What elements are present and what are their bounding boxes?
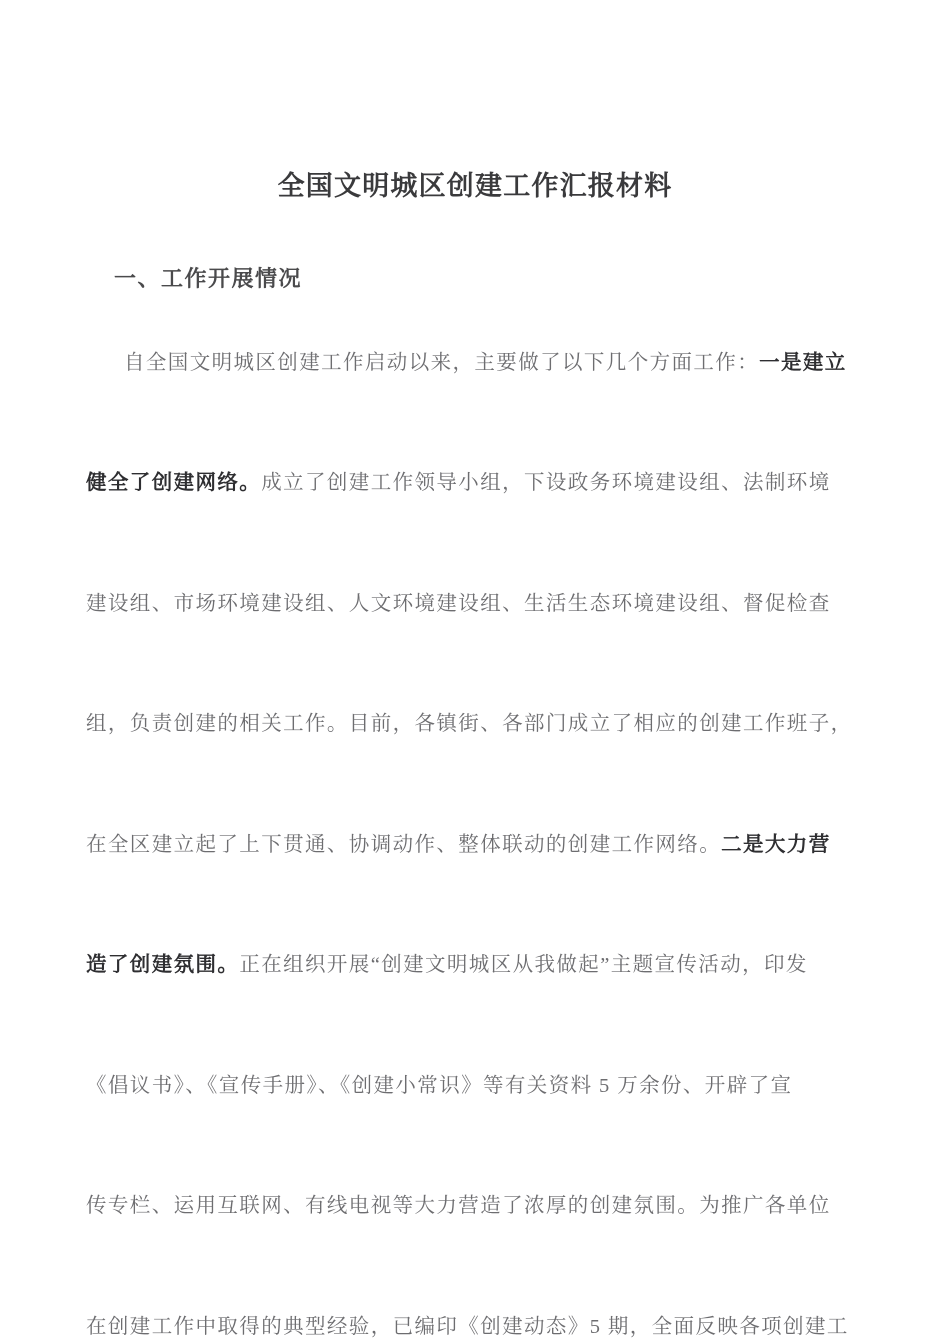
body-line (86, 463, 872, 563)
body-text: 在创建工作中取得的典型经验，已编印《创建动态》5 期，全面反映各项创建工 (86, 1315, 849, 1338)
body-line (86, 343, 872, 443)
body-text: 组，负责创建的相关工作。目前，各镇街、各部门成立了相应的创建工作班子， (86, 713, 853, 735)
body-line (86, 825, 872, 925)
body-line (86, 704, 872, 804)
body-line (86, 945, 872, 1045)
body-text-bold: 一是建立 (759, 350, 847, 374)
body-line (86, 1066, 872, 1166)
body-line (86, 1307, 872, 1344)
body-text-bold: 造了创建氛围。 (86, 953, 240, 976)
body-text: 成立了创建工作领导小组，下设政务环境建设组、法制环境 (261, 472, 831, 494)
body-text: 正在组织开展“创建文明城区从我做起”主题宣传活动，印发 (239, 954, 808, 976)
body-line (86, 584, 872, 684)
body-text: 传专栏、运用互联网、有线电视等大力营造了浓厚的创建氛围。为推广各单位 (86, 1195, 831, 1217)
body-text: 建设组、市场环境建设组、人文环境建设组、生活生态环境建设组、督促检查 (86, 592, 831, 615)
page-title: 全国文明城区创建工作汇报材料 (277, 171, 673, 202)
body-text: 在全区建立起了上下贯通、协调动作、整体联动的创建工作网络。 (86, 833, 722, 856)
body-text-bold: 二是大力营 (721, 832, 831, 856)
body-text: 《倡议书》、《宣传手册》、《创建小常识》等有关资料 5 万余份、开辟了宣 (86, 1074, 793, 1097)
body-line (86, 1186, 872, 1286)
body-text-bold: 健全了创建网络。 (86, 471, 262, 494)
document-body (86, 322, 872, 1344)
body-text: 自全国文明城区创建工作启动以来，主要做了以下几个方面工作： (124, 351, 760, 374)
section-heading-work-progress: 一、工作开展情况 (114, 266, 303, 292)
